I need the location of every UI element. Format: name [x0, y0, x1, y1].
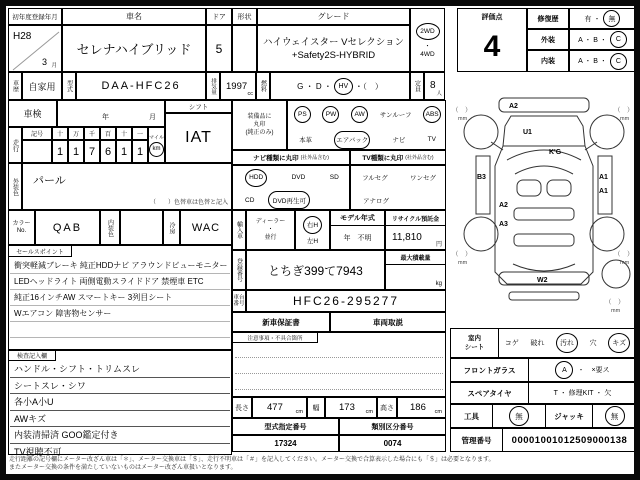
- class-division-label: 類別区分番号: [339, 418, 446, 435]
- import-dot: ・: [267, 227, 274, 233]
- repair-no-circled: 無: [603, 10, 620, 27]
- interior-grade-value: [569, 50, 636, 72]
- tv-analog: アナログ: [363, 197, 389, 205]
- sales-point-line: 衝突軽減ブレーキ 純正HDDナビ アラウンドビューモニター: [10, 258, 230, 274]
- max-load-unit: kg: [435, 281, 442, 287]
- navi-header-text: ナビ種類に丸印: [253, 155, 299, 162]
- max-load-cell: [385, 250, 446, 290]
- equipment-items-cell: [287, 100, 446, 150]
- left-mirror: [491, 142, 503, 150]
- tools-label: 工具: [451, 405, 493, 427]
- mileage-digit-10: 1: [116, 140, 132, 163]
- handle-position-cell: [295, 210, 330, 250]
- damage-code-right-rail-1: A1: [599, 174, 608, 181]
- inspection-note-line: ハンドル・シフト・トリムスレ: [10, 361, 230, 378]
- equip-abs-circled: ABS: [423, 106, 441, 123]
- seat-kizu-circled: キズ: [608, 333, 630, 353]
- damage-code-left-lower-1: A2: [499, 202, 508, 209]
- defect-dotted-line: [235, 357, 443, 358]
- tools-none-circled: 無: [509, 406, 529, 426]
- defect-dotted-line: [235, 389, 443, 390]
- model-year-label: モデル年式: [331, 211, 384, 226]
- import-dealer: ディーラー: [255, 219, 286, 225]
- interior-grade-label: 内装: [527, 50, 569, 72]
- front-glass-row: [450, 358, 637, 382]
- room-seat-items: [499, 329, 636, 357]
- mileage-unit-cell: [148, 127, 165, 163]
- exterior-color-note: （ ）色替車は色替と記入: [149, 200, 228, 206]
- left-hand: 左H: [306, 237, 319, 245]
- mileage-digit-100k: 1: [52, 140, 68, 163]
- equipment-label-line3: (純正のみ): [245, 130, 274, 136]
- damage-code-glass: K'G: [549, 149, 562, 156]
- recycle-value: 11,810: [392, 232, 422, 243]
- repair-history-label: 修復歴: [527, 8, 569, 29]
- equipment-label-line2: 丸印: [253, 122, 266, 128]
- seat-yogore-circled: 汚れ: [556, 333, 578, 353]
- repair-yes: 有 ・: [584, 15, 601, 23]
- tread-mm-bl: mm: [458, 260, 468, 266]
- management-number-label: 管理番号: [451, 429, 503, 451]
- type-designation-label: 型式指定番号: [232, 418, 339, 435]
- tread-bracket-tr: （ ）: [614, 107, 634, 114]
- rating-label: 評価点: [481, 14, 503, 21]
- repair-history-value: [569, 8, 636, 29]
- exterior-color-cell: [22, 163, 232, 210]
- windshield-inner-arc: [515, 166, 573, 174]
- car-damage-diagram: [451, 76, 637, 328]
- inspection-note-line: 内装清掃済 GOO鑑定付き: [10, 427, 230, 444]
- footer-line1: 走行距離の記号欄にメーター改ざん車は「＊」、メーター交換車は「＄」、走行不明車は「＃」を記入してください。メーター交換で合算表示した場合にも「＄」は必要となります。: [9, 457, 495, 463]
- displacement-label: 排気量: [206, 72, 220, 100]
- interior-grade-options: A ・ B ・: [578, 58, 607, 65]
- room-seat-label-line2: シート: [464, 344, 485, 351]
- exterior-grade-value: [569, 29, 636, 50]
- room-seat-label: [451, 329, 499, 357]
- import-label: 輸入車: [232, 210, 246, 250]
- navi-options-row1: [233, 166, 351, 189]
- shift-value: IAT: [165, 113, 232, 163]
- tread-bracket-spare: （ ）: [605, 299, 625, 306]
- third-row-bench: [514, 234, 574, 246]
- tv-header-text: TV種類に丸印: [362, 155, 404, 162]
- interior-color-value: [120, 210, 163, 245]
- spare-tire-label: スペアタイヤ: [451, 383, 529, 403]
- fuel-options-pre: G ・ D ・: [297, 81, 332, 91]
- width-unit: cm: [365, 409, 373, 415]
- footer-line2: またメーター交換の条件を満たしていないものはメーター改ざん車扱いとなります。: [9, 465, 237, 471]
- seat-yabure: 破れ: [530, 340, 545, 347]
- windshield-arc: [507, 150, 581, 160]
- mileage-header-kigou: 記号: [22, 127, 52, 140]
- capacity-label: 定員: [410, 72, 424, 100]
- room-seat-row: [450, 328, 637, 358]
- registration-value: とちぎ399て7943: [246, 250, 385, 290]
- shaken-date-cell: [57, 100, 165, 127]
- model-code-value: DAA-HFC26: [76, 72, 206, 100]
- interior-grade-circled: C: [610, 53, 627, 70]
- mileage-digit-kigou: [22, 140, 52, 163]
- recycle-unit: 円: [435, 242, 442, 248]
- tools-row: [450, 404, 637, 428]
- drive-type-cell: [410, 8, 445, 72]
- navi-options-row2: [233, 189, 351, 211]
- width-cell: [325, 397, 377, 418]
- new-car-warranty: 新車保証書: [232, 312, 330, 332]
- jack-none-circled: 無: [605, 406, 625, 426]
- right-mirror: [585, 142, 597, 150]
- tools-value-wrap: [493, 405, 546, 427]
- ac-label: 冷房: [163, 210, 180, 245]
- footer-disclaimer: [9, 456, 633, 472]
- model-year-cell: [330, 210, 385, 250]
- mileage-header-100k: 十: [52, 127, 68, 140]
- mileage-header-1k: 千: [84, 127, 100, 140]
- capacity-unit: 人: [436, 91, 442, 97]
- ac-value: WAC: [180, 210, 232, 245]
- equip-tv: TV: [427, 136, 436, 143]
- width-value: 173: [339, 402, 355, 413]
- rating-score: 4: [483, 30, 501, 63]
- seat-koge: コゲ: [504, 340, 519, 347]
- rating-score-cell: [457, 8, 527, 72]
- grade-value: [257, 25, 410, 72]
- tread-mm-br: mm: [620, 260, 630, 266]
- exterior-grade-circled: C: [610, 31, 627, 48]
- capacity-value: 8: [430, 80, 436, 91]
- body-side-outline: [495, 146, 593, 284]
- left-side-rail: [476, 156, 490, 214]
- wheel-front-left: [464, 115, 498, 149]
- shaken-year-label: 年: [102, 114, 109, 121]
- displacement-cell: [220, 72, 256, 100]
- damage-code-hood: U1: [523, 129, 532, 136]
- length-label: 長さ: [232, 397, 252, 418]
- inspection-note-line: TV視聴不可: [14, 446, 62, 457]
- inspection-notes-label: 検査記入欄: [8, 350, 56, 361]
- shaken-month-label: 月: [149, 114, 156, 121]
- rear-window-arc: [513, 264, 575, 271]
- sales-point-line: [10, 322, 230, 338]
- front-seat-right: [547, 180, 571, 196]
- spare-tire-row: [450, 382, 637, 404]
- navi-type-header: [232, 150, 350, 165]
- vehicle-manual: 車両取説: [330, 312, 446, 332]
- spare-tire-value: T ・ 修理KIT ・ 欠: [553, 390, 612, 397]
- displacement-value: 1997: [226, 81, 248, 92]
- height-cell: [397, 397, 446, 418]
- import-dealer-cell: [246, 210, 295, 250]
- tread-mm-tr: mm: [620, 116, 630, 122]
- chassis-label: [232, 290, 246, 312]
- recycle-value-wrap: [386, 226, 445, 250]
- recycle-deposit-cell: [385, 210, 446, 250]
- height-label: 高さ: [377, 397, 397, 418]
- tv-oneseg: ワンセグ: [409, 175, 436, 182]
- inspection-note-line: シートスレ・シワ: [10, 378, 230, 395]
- mileage-digit-1k: 7: [84, 140, 100, 163]
- management-number-value: 00001001012509000138: [511, 434, 628, 446]
- damage-code-front: A2: [509, 103, 518, 110]
- interior-color-label: 内装色: [100, 210, 120, 245]
- length-cell: [252, 397, 307, 418]
- car-name-value: セレナハイブリッド: [62, 25, 206, 72]
- fuel-cell: [270, 72, 410, 100]
- navi-sd: SD: [329, 174, 339, 181]
- inspection-note-line: AWキズ: [10, 411, 230, 428]
- jack-label: ジャッキ: [546, 405, 593, 427]
- defect-dotted-line: [235, 373, 443, 374]
- equip-ps-circled: PS: [294, 106, 311, 123]
- mileage-digit-100: 6: [100, 140, 116, 163]
- capacity-cell: [424, 72, 445, 100]
- front-glass-rest: ・ ×要ス: [577, 367, 610, 374]
- front-seat-left: [517, 180, 541, 196]
- equipment-label: [232, 100, 287, 150]
- equipment-row2: [288, 128, 447, 151]
- wheel-front-right: [590, 115, 624, 149]
- tread-mm-tl: mm: [458, 116, 468, 122]
- grade-line2: +Safety2S-HYBRID: [291, 49, 376, 61]
- right-hand-circled: 右H: [303, 216, 322, 234]
- navi-options-cell: [232, 165, 350, 210]
- right-side-rail: [598, 156, 612, 214]
- sales-point-line: LEDヘッドライト 両側電動スライドドア 禁煙車 ETC: [10, 274, 230, 290]
- history-value: 自家用: [22, 72, 62, 100]
- mileage-header-10k: 万: [68, 127, 84, 140]
- equip-leather: 本革: [299, 137, 313, 144]
- hood-outline: [503, 116, 585, 146]
- damage-code-left-rail: B3: [477, 174, 486, 181]
- damage-code-rear: W2: [537, 277, 548, 284]
- room-seat-label-line1: 室内: [468, 335, 481, 342]
- month-unit: 月: [51, 63, 57, 69]
- door-label: ドア: [206, 8, 232, 25]
- color-no-value: QAB: [35, 210, 100, 245]
- navi-header-note: (社外品含む): [300, 155, 329, 161]
- shape-label: 形状: [232, 8, 257, 25]
- jack-value-wrap: [593, 405, 636, 427]
- wheel-rear-right: [590, 217, 624, 251]
- equip-aw-circled: AW: [351, 106, 368, 123]
- tv-fullseg: フルセグ: [362, 175, 388, 182]
- defect-notes-label: 注意事項・不具合箇所: [232, 332, 318, 343]
- max-load-label: 最大積載量: [386, 251, 445, 265]
- km-circled: km: [149, 142, 164, 157]
- tread-bracket-tl: （ ）: [452, 107, 472, 114]
- history-label: 車歴: [8, 72, 22, 100]
- tv-options-cell: [350, 165, 446, 210]
- navi-dvd: DVD: [291, 174, 306, 181]
- front-glass-a-circled: A: [555, 361, 573, 379]
- chassis-label-line2: 番号: [233, 301, 245, 307]
- damage-code-left-lower-2: A3: [499, 221, 508, 228]
- sales-point-line: Wエアコン 障害物センサー: [10, 306, 230, 322]
- mileage-digit-10k: 1: [68, 140, 84, 163]
- rear-lower-strip: [509, 292, 579, 300]
- fuel-options-post: ・（ ）: [354, 81, 383, 91]
- shape-value: [232, 25, 257, 72]
- tv-header-note: (社外品含む): [405, 155, 434, 161]
- mileage-label: 走行: [8, 127, 22, 163]
- recycle-label: リサイクル預託金: [386, 211, 445, 226]
- mileage-header-100: 百: [100, 127, 116, 140]
- grade-label: グレード: [257, 8, 410, 25]
- displacement-unit: cc: [247, 91, 253, 97]
- equip-airbag-circled: エアバック: [334, 131, 370, 149]
- exterior-color-value: パール: [33, 175, 66, 187]
- exterior-color-label: 外装色: [8, 163, 22, 210]
- equip-navi: ナビ: [392, 137, 406, 144]
- tread-bracket-bl: （ ）: [452, 251, 472, 258]
- sales-points-label: セールスポイント: [8, 245, 72, 257]
- front-glass-value: [529, 359, 636, 381]
- management-number-row: [450, 428, 637, 452]
- mileage-header-1: 一: [132, 127, 148, 140]
- wheel-rear-left: [464, 217, 498, 251]
- first-registration-month: 3: [41, 57, 47, 67]
- car-name-label: 車名: [62, 8, 206, 25]
- mileage-digit-1: 1: [132, 140, 148, 163]
- tread-bracket-br: （ ）: [614, 251, 634, 258]
- length-value: 477: [267, 402, 283, 413]
- height-unit: cm: [434, 409, 442, 415]
- door-value: 5: [206, 25, 232, 72]
- sales-points-lines: [10, 258, 230, 354]
- mile-label: マイル: [149, 134, 164, 141]
- navi-cd: CD: [245, 196, 255, 204]
- equip-sunroof: サンルーフ: [379, 112, 412, 119]
- chassis-value: HFC26-295277: [246, 290, 446, 312]
- seat-ana: 穴: [589, 340, 597, 347]
- first-registration-cell: [8, 25, 62, 72]
- color-no-label: カラーNo.: [8, 210, 35, 245]
- fuel-hv-circled: HV: [334, 78, 353, 95]
- front-glass-label: フロントガラス: [451, 359, 529, 381]
- model-year-value: 年 不明: [343, 235, 372, 242]
- shaken-label: 車検: [8, 100, 57, 127]
- length-unit: cm: [295, 409, 303, 415]
- import-parallel: 並行: [264, 235, 277, 241]
- damage-code-right-rail-2: A1: [599, 188, 608, 195]
- exterior-grade-label: 外装: [527, 29, 569, 50]
- second-row-bench: [514, 208, 574, 220]
- class-division-value: 0074: [339, 435, 446, 452]
- inspection-notes-lines: [10, 361, 230, 459]
- shift-label: シフト: [165, 100, 232, 113]
- equipment-row1: [288, 101, 447, 128]
- mileage-header-10: 十: [116, 127, 132, 140]
- chassis-label-line1: 車台: [233, 294, 245, 301]
- tv-type-header: [350, 150, 446, 165]
- navi-dvd-play-circled: DVD再生可: [268, 191, 310, 209]
- type-designation-value: 17324: [232, 435, 339, 452]
- tread-mm-spare: mm: [611, 308, 621, 314]
- drive-dot: ・: [424, 42, 431, 50]
- fuel-label: 燃料: [256, 72, 270, 100]
- tv-options-row1: [351, 166, 447, 189]
- drive-2wd-circled: 2WD: [416, 23, 440, 40]
- inspection-note-line: 各小A小U: [10, 394, 230, 411]
- width-label: 幅: [307, 397, 325, 418]
- registration-label: 登録番号: [232, 250, 246, 290]
- sales-point-line: 純正16インチAW スマートキー 3列目シート: [10, 290, 230, 306]
- tv-options-row2: [351, 189, 447, 211]
- equip-pw-circled: PW: [322, 106, 339, 123]
- drive-4wd: 4WD: [420, 50, 435, 58]
- height-value: 186: [410, 402, 426, 413]
- navi-hdd-circled: HDD: [245, 169, 267, 187]
- equipment-label-line1: 装備品に: [247, 114, 272, 120]
- first-registration-label: 初年度登録年月: [8, 8, 62, 25]
- first-registration-era: H28: [13, 31, 32, 42]
- grade-line1: ハイウェイスター Vセレクション: [262, 36, 405, 48]
- model-code-label: 型式: [62, 72, 76, 100]
- exterior-grade-options: A ・ B ・: [578, 36, 607, 44]
